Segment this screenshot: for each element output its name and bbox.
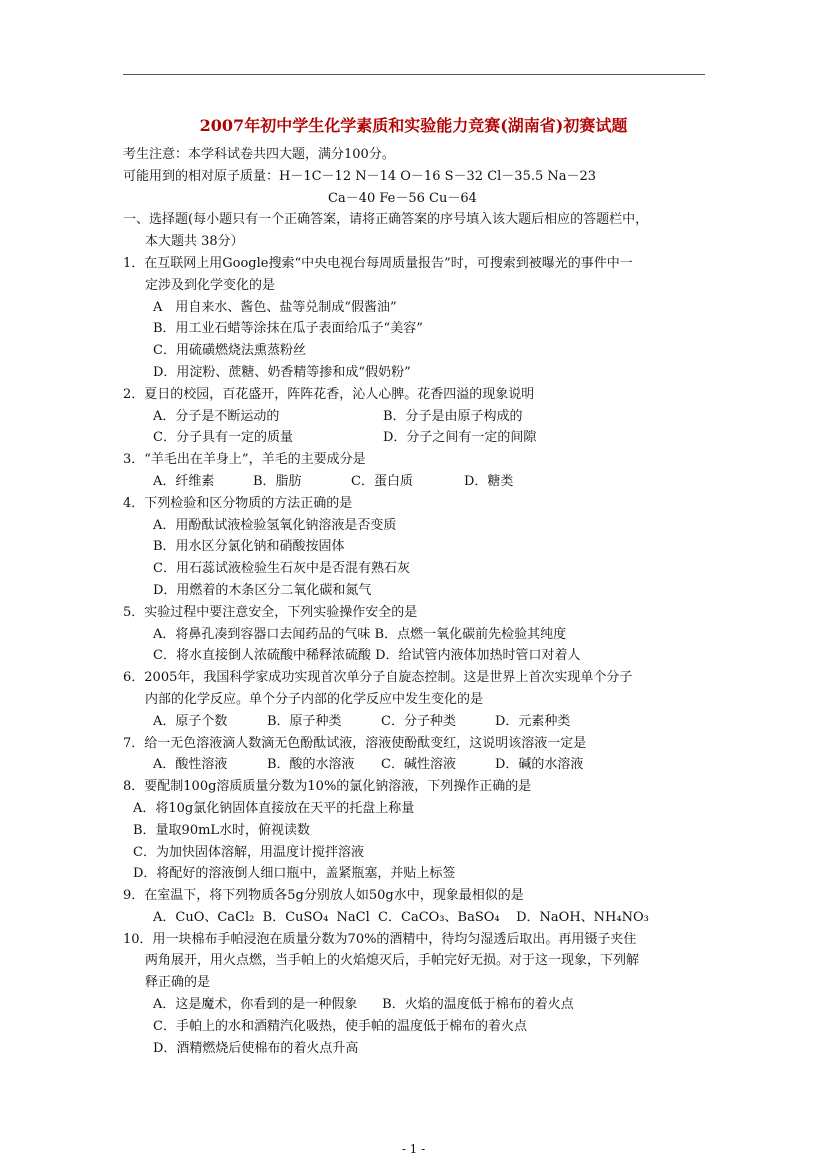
header-rule xyxy=(123,74,705,75)
question-3-option-d: D．糖类 xyxy=(464,473,514,489)
question-1-option-c: C．用硫磺燃烧法熏蒸粉丝 xyxy=(153,343,306,359)
question-4-option-a: A．用酚酞试液检验氢氧化钠溶液是否变质 xyxy=(153,517,397,533)
atomic-mass-line-1: 可能用到的相对原子质量：H－1C－12 N－14 O－16 S－32 Cl－35.5 Na－23 xyxy=(123,168,597,184)
question-9-options: A．CuO、CaCl₂ B．CuSO₄ NaCl C．CaCO₃、BaSO₄ D．NaOH、NH₄NO₃ xyxy=(153,909,649,925)
question-2-options-row-2 xyxy=(123,427,723,449)
question-4-option-b: B．用水区分氯化钠和硝酸按固体 xyxy=(153,539,345,555)
section-heading-cont: 本大题共 38分） xyxy=(145,234,244,250)
question-7-option-a: A．酸性溶液 xyxy=(153,757,228,773)
question-2-option-d: D．分子之间有一定的间隙 xyxy=(383,430,537,446)
question-7-option-d: D．碱的水溶液 xyxy=(495,757,584,773)
question-2-options-row-1 xyxy=(123,406,723,428)
question-7-options xyxy=(123,754,723,776)
question-6-stem: 6．2005年，我国科学家成功实现首次单分子自旋态控制。这是世界上首次实现单个分子 xyxy=(123,670,633,686)
question-6-option-b: B．原子种类 xyxy=(267,713,342,729)
question-9-stem: 9．在室温下，将下列物质各5g分别放人如50g水中，现象最相似的是 xyxy=(123,888,524,904)
question-10-stem-cont-2: 释正确的是 xyxy=(145,975,211,991)
question-1-option-b: B．用工业石蜡等涂抹在瓜子表面给瓜子“美容” xyxy=(153,321,423,337)
notice: 考生注意：本学科试卷共四大题，满分100分。 xyxy=(123,147,395,162)
question-8-stem: 8．要配制100g溶质质量分数为10%的氯化钠溶液，下列操作正确的是 xyxy=(123,779,532,795)
question-6-option-d: D．元素种类 xyxy=(495,713,571,729)
question-4-option-d: D．用燃着的木条区分二氧化碳和氮气 xyxy=(153,582,372,598)
question-10-stem-cont-1: 两角展开，用火点燃，当手帕上的火焰熄灭后，手帕完好无损。对于这一现象，下列解 xyxy=(145,953,640,969)
page-number: - 1 - xyxy=(401,1142,426,1156)
question-6-options xyxy=(123,711,723,733)
question-2-stem: 2．夏日的校园，百花盛开，阵阵花香，沁人心脾。花香四溢的现象说明 xyxy=(123,386,535,402)
question-8-option-c: C．为加快固体溶解，用温度计搅拌溶液 xyxy=(133,844,364,860)
question-7-stem: 7．给一无色溶液滴人数滴无色酚酞试液，溶液使酚酞变红，这说明该溶液一定是 xyxy=(123,735,587,751)
question-2-option-a: A．分子是不断运动的 xyxy=(153,408,280,424)
document-body xyxy=(123,144,723,1059)
question-1-option-d: D．用淀粉、蔗糖、奶香精等掺和成“假奶粉” xyxy=(153,364,411,380)
question-10-option-c: C．手帕上的水和酒精汽化吸热，使手帕的温度低于棉布的着火点 xyxy=(153,1018,527,1034)
question-7-option-b: B．酸的水溶液 xyxy=(267,757,355,773)
question-10-option-d: D．酒精燃烧后使棉布的着火点升高 xyxy=(153,1040,359,1056)
question-1-stem-cont: 定涉及到化学变化的是 xyxy=(145,277,276,293)
question-4-option-c: C．用石蕊试液检验生石灰中是否混有熟石灰 xyxy=(153,561,410,577)
question-6-stem-cont: 内部的化学反应。单个分子内部的化学反应中发生变化的是 xyxy=(145,691,484,707)
question-5-options-cd: C．将水直接倒人浓硫酸中稀释浓硫酸 D．给试管内液体加热时管口对着人 xyxy=(153,648,581,664)
question-3-option-c: C．蛋白质 xyxy=(351,473,413,489)
page-title: 2007年初中学生化学素质和实验能力竞赛(湖南省)初赛试题 xyxy=(199,116,628,135)
question-5-stem: 5．实验过程中要注意安全，下列实验操作安全的是 xyxy=(123,604,418,620)
question-8-option-a: A．将10g氯化钠固体直接放在天平的托盘上称量 xyxy=(133,800,415,816)
question-5-options-ab: A．将鼻孔凑到容器口去闻药品的气味 B．点燃一氧化碳前先检验其纯度 xyxy=(153,626,567,642)
question-8-option-b: B．量取90mL水时，俯视读数 xyxy=(133,822,311,838)
question-7-option-c: C．碱性溶液 xyxy=(381,757,456,773)
atomic-mass-line-2: Ca－40 Fe－56 Cu－64 xyxy=(328,190,477,206)
question-1-option-a: A 用自来水、酱色、盐等兑制成“假酱油” xyxy=(153,299,397,315)
question-10-options-ab: A．这是魔术，你看到的是一种假象 B．火焰的温度低于棉布的着火点 xyxy=(153,997,574,1013)
question-2-option-c: C．分子具有一定的质量 xyxy=(153,430,293,446)
question-3-option-a: A．纤维素 xyxy=(153,473,215,489)
question-3-options xyxy=(123,471,723,493)
question-6-option-a: A．原子个数 xyxy=(153,713,228,729)
question-4-stem: 4．下列检验和区分物质的方法正确的是 xyxy=(123,495,353,511)
question-3-option-b: B．脂肪 xyxy=(253,473,302,489)
question-10-stem: 10．用一块棉布手帕浸泡在质量分数为70%的酒精中，待均匀湿透后取出。再用镊子夹住 xyxy=(123,931,637,947)
question-8-option-d: D．将配好的溶液倒人细口瓶中，盖紧瓶塞，并贴上标签 xyxy=(133,866,456,882)
question-6-option-c: C．分子种类 xyxy=(381,713,456,729)
section-heading: 一、选择题(每小题只有一个正确答案，请将正确答案的序号填入该大题后相应的答题栏中， xyxy=(123,212,649,228)
question-3-stem: 3．“羊毛出在羊身上”，羊毛的主要成分是 xyxy=(123,452,366,468)
question-1-stem: 1．在互联网上用Google搜索“中央电视台每周质量报告”时，可搜索到被曝光的事件中一 xyxy=(123,255,633,271)
question-2-option-b: B．分子是由原子构成的 xyxy=(383,408,523,424)
